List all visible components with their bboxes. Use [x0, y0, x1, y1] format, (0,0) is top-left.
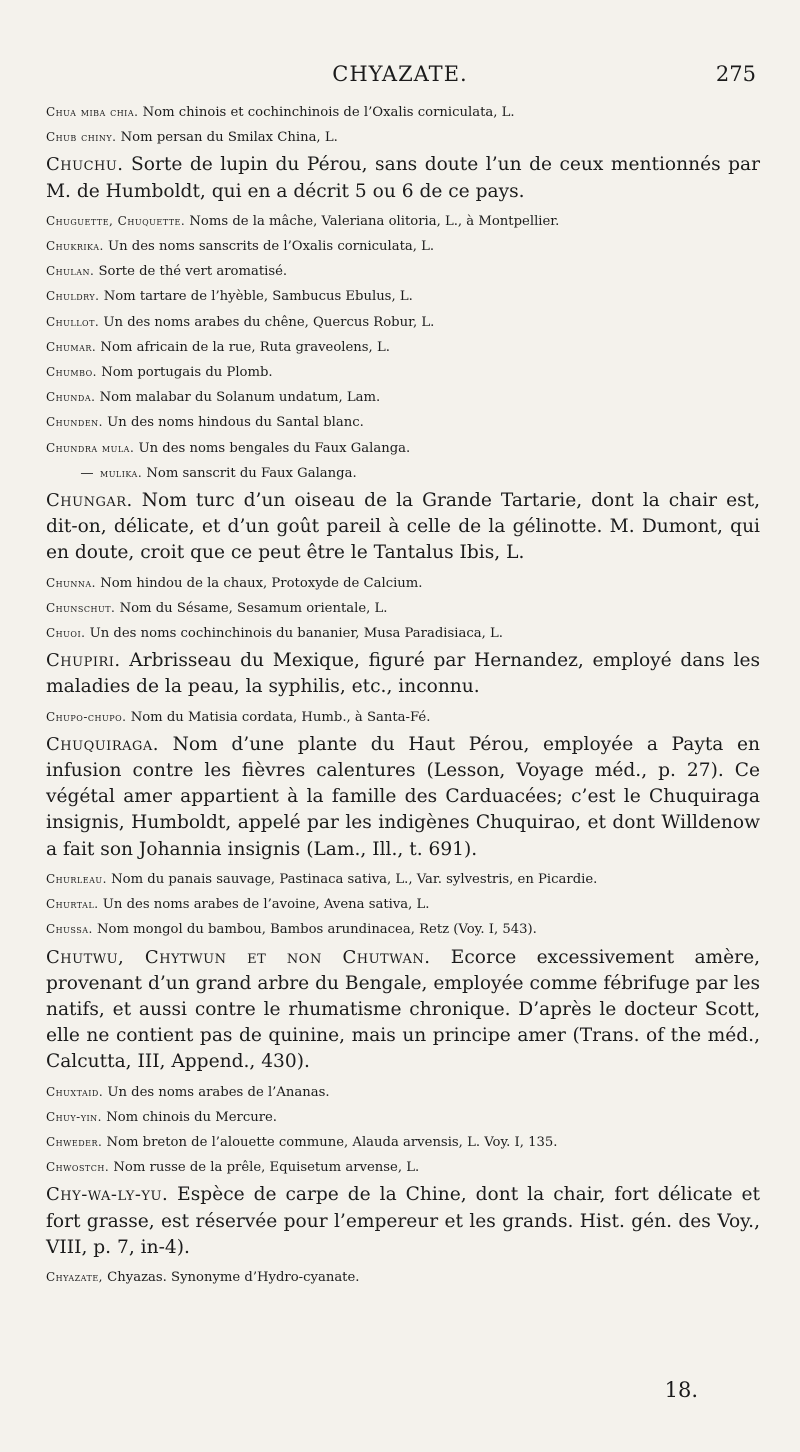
- entry-headword: Chy-wa-ly-yu.: [46, 1184, 169, 1206]
- entry-headword: Churtal.: [46, 897, 99, 912]
- entry-headword: mulika.: [100, 465, 143, 480]
- page-number: 275: [715, 62, 756, 86]
- entry-definition: Un des noms sanscrits de l’Oxalis corniculata, L.: [103, 239, 435, 255]
- dictionary-entry: [46, 436, 760, 461]
- dictionary-entry: [46, 732, 760, 863]
- dictionary-entry: [46, 917, 760, 942]
- ditto-dash: —: [80, 465, 94, 481]
- entry-definition: Nom mongol du bambou, Bambos arundinacea, Retz (Voy. I, 543).: [92, 922, 537, 938]
- running-header: [0, 62, 800, 96]
- entry-definition: Un des noms hindous du Santal blanc.: [102, 415, 364, 431]
- entry-definition: Ecorce excessivement amère, provenant d’un grand arbre du Bengale, employée comme fébrifuge par les natifs, et aussi contre le rhumatisme chronique. D’après le docteur Scott, elle ne contient pas de quinine, mais un principe amer (Trans. of the méd., Calcutta, III, Append., 430).: [46, 946, 760, 1073]
- dictionary-entry: [46, 596, 760, 621]
- entry-definition: Arbrisseau du Mexique, figuré par Hernandez, employé dans les maladies de la peau, la syphilis, etc., inconnu.: [46, 650, 760, 698]
- dictionary-entry: [46, 621, 760, 646]
- entry-headword: Chukrika.: [46, 239, 104, 254]
- entry-headword: Chuguette, Chuquette.: [46, 213, 186, 228]
- entry-headword: Chuxtaid.: [46, 1084, 104, 1099]
- dictionary-entry: [46, 648, 760, 700]
- dictionary-entry: [46, 234, 760, 259]
- dictionary-entry: [46, 461, 760, 486]
- entry-definition: Nom d’une plante du Haut Pérou, employée a Payta en infusion contre les fièvres calentures (Lesson, Voyage méd., p. 27). Ce végétal amer appartient à la famille des Carduacées; c’est le Chuquiraga insignis, Humboldt, appelé par les indigènes Chuquirao, et dont Willdenow a fait son Johannia insignis (Lam., Ill., t. 691).: [46, 733, 760, 860]
- dictionary-entry: [46, 705, 760, 730]
- entry-headword: Chunda.: [46, 390, 96, 405]
- dictionary-entry: [46, 209, 760, 234]
- entry-headword: Chuquiraga.: [46, 733, 159, 755]
- entry-headword: Chulan.: [46, 264, 95, 279]
- entry-headword: Chumar.: [46, 339, 97, 354]
- entry-definition: Un des noms cochinchinois du bananier, Musa Paradisiaca, L.: [85, 626, 503, 642]
- dictionary-entry: [46, 1265, 760, 1290]
- dictionary-entry: [46, 310, 760, 335]
- page-title: CHYAZATE.: [332, 62, 468, 86]
- dictionary-entry: [46, 125, 760, 150]
- dictionary-entry: [46, 410, 760, 435]
- entry-headword: Chunschut.: [46, 600, 116, 615]
- entry-headword: Chundra mula.: [46, 440, 135, 455]
- dictionary-entry: [46, 867, 760, 892]
- dictionary-entry: [46, 1130, 760, 1155]
- entry-definition: Nom portugais du Plomb.: [97, 365, 273, 381]
- entry-definition: Nom du panais sauvage, Pastinaca sativa, L., Var. sylvestris, en Picardie.: [106, 871, 598, 887]
- dictionary-entry: [46, 152, 760, 204]
- entry-headword: Chua miba chia.: [46, 105, 139, 119]
- entry-headword: Chweder.: [46, 1134, 103, 1149]
- dictionary-entry: [46, 892, 760, 917]
- entry-definition: Nom du Matisia cordata, Humb., à Santa-Fé.: [126, 709, 431, 725]
- entry-definition: Nom chinois du Mercure.: [102, 1109, 277, 1125]
- dictionary-entry: [46, 945, 760, 1076]
- dictionary-entry: [46, 259, 760, 284]
- entry-headword: Chupo-chupo.: [46, 709, 127, 724]
- dictionary-entry: [46, 284, 760, 309]
- entry-definition: Un des noms arabes de l’avoine, Avena sativa, L.: [98, 897, 430, 913]
- dictionary-entry: [46, 1155, 760, 1180]
- entry-headword: Chungar.: [46, 490, 133, 512]
- entry-headword: Chuchu.: [46, 154, 124, 176]
- entry-definition: Espèce de carpe de la Chine, dont la chair, fort délicate et fort grasse, est réservée pour l’empereur et les grands. Hist. gén. des Voy., VIII, p. 7, in-4).: [46, 1184, 760, 1258]
- entry-definition: Nom du Sésame, Sesamum orientale, L.: [115, 600, 388, 616]
- entry-definition: Un des noms bengales du Faux Galanga.: [134, 440, 411, 456]
- entry-definition: Noms de la mâche, Valeriana olitoria, L., à Montpellier.: [185, 213, 560, 229]
- entry-headword: Churleau.: [46, 871, 107, 886]
- entry-headword: Chwostch.: [46, 1160, 110, 1175]
- entry-headword: Chupiri.: [46, 650, 121, 672]
- dictionary-entry: [46, 360, 760, 385]
- entry-definition: Nom hindou de la chaux, Protoxyde de Calcium.: [96, 575, 423, 591]
- entry-definition: Nom russe de la prêle, Equisetum arvense, L.: [109, 1160, 420, 1176]
- entry-headword: Chuoi.: [46, 626, 86, 641]
- entry-headword: Chullot.: [46, 314, 100, 329]
- dictionary-entry: [46, 488, 760, 567]
- entry-headword: Chutwu, Chytwun et non Chutwan.: [46, 946, 431, 968]
- entry-definition: Nom chinois et cochinchinois de l’Oxalis corniculata, L.: [138, 105, 515, 120]
- entry-definition: Nom africain de la rue, Ruta graveolens, L.: [96, 339, 390, 355]
- entry-definition: Nom persan du Smilax China, L.: [116, 130, 338, 146]
- signature-mark: 18.: [664, 1378, 698, 1402]
- dictionary-entry: [46, 385, 760, 410]
- entry-definition: Chyazas. Synonyme d’Hydro-cyanate.: [102, 1269, 360, 1285]
- entry-headword: Chuldry.: [46, 289, 100, 304]
- entry-headword: Chumbo.: [46, 365, 97, 380]
- entry-definition: Un des noms arabes du chêne, Quercus Robur, L.: [99, 314, 435, 330]
- entry-definition: Sorte de thé vert aromatisé.: [94, 264, 288, 280]
- entry-definition: Un des noms arabes de l’Ananas.: [103, 1084, 330, 1100]
- entries-list: [46, 100, 760, 1290]
- dictionary-entry: [46, 1080, 760, 1105]
- entry-definition: Sorte de lupin du Pérou, sans doute l’un de ceux mentionnés par M. de Humboldt, qui en a décrit 5 ou 6 de ce pays.: [46, 154, 760, 202]
- dictionary-entry: [46, 100, 760, 125]
- entry-headword: Chussa.: [46, 922, 93, 937]
- entry-definition: Nom breton de l’alouette commune, Alauda arvensis, L. Voy. I, 135.: [102, 1134, 558, 1150]
- entry-headword: Chuy-yin.: [46, 1109, 102, 1124]
- dictionary-entry: [46, 1182, 760, 1261]
- entry-definition: Nom tartare de l’hyèble, Sambucus Ebulus, L.: [99, 289, 413, 305]
- entry-headword: Chyazate,: [46, 1269, 103, 1284]
- entry-definition: Nom turc d’un oiseau de la Grande Tartarie, dont la chair est, dit-on, délicate, et d’un goût pareil à celle de la gélinotte. M. Dumont, qui en doute, croit que ce peut être le Tantalus Ibis, L.: [46, 490, 760, 564]
- dictionary-entry: [46, 335, 760, 360]
- entry-definition: Nom malabar du Solanum undatum, Lam.: [95, 390, 381, 406]
- dictionary-entry: [46, 571, 760, 596]
- dictionary-entry: [46, 1105, 760, 1130]
- entry-headword: Chub chiny.: [46, 130, 117, 145]
- entry-headword: Chunna.: [46, 575, 96, 590]
- entry-definition: Nom sanscrit du Faux Galanga.: [142, 465, 357, 481]
- entry-headword: Chunden.: [46, 415, 103, 430]
